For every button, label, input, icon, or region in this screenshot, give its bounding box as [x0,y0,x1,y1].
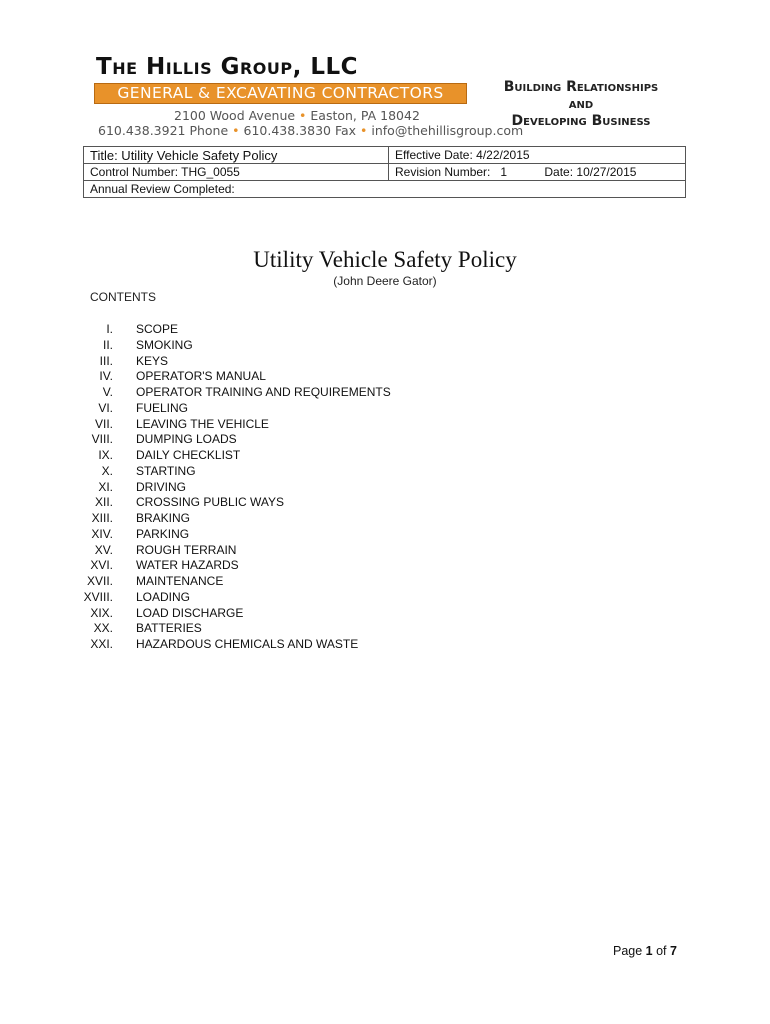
bullet-separator: • [360,123,368,138]
contents-item-number: XVII. [86,574,113,588]
contents-heading: CONTENTS [90,290,156,304]
page-total: 7 [670,944,677,958]
contents-item-number: VII. [94,416,113,431]
slogan-line-1: Building Relationships [503,79,659,95]
contents-item-label: LOAD DISCHARGE [136,605,244,620]
revision-cell [389,164,686,181]
contents-item [60,574,391,590]
contents-item-label: BATTERIES [136,621,202,636]
effective-date-cell: Effective Date: 4/22/2015 [389,147,686,164]
company-banner: GENERAL & EXCAVATING CONTRACTORS [94,83,467,104]
contents-item-number: XV. [94,542,113,557]
company-contact: 610.438.3921 Phone • 610.438.3830 Fax • info@thehillisgroup.com [98,123,524,138]
contents-item [60,621,391,637]
document-subtitle: (John Deere Gator) [333,274,437,288]
page-of: of [652,944,670,958]
contents-list [60,322,391,653]
control-number-cell: Control Number: THG_0055 [84,164,389,181]
contents-item-number: XIX. [90,605,113,620]
page-number [613,944,677,958]
contents-item-number: XX. [93,621,113,636]
contents-item-number: XVIII. [83,589,113,604]
contents-item-label: OPERATOR'S MANUAL [136,369,266,384]
document-title: Utility Vehicle Safety Policy [253,247,517,272]
contents-item-number: III. [99,353,113,368]
contents-item-label: PARKING [136,526,190,541]
contents-item [60,590,391,606]
contents-item-label: SMOKING [136,337,193,352]
contents-item-number: XIII. [91,511,113,525]
contents-item [60,322,391,338]
info-row [84,147,686,164]
contents-item [60,448,391,464]
contents-item [60,543,391,559]
document-info-table [83,146,686,198]
contents-item [60,385,391,401]
contents-item [60,495,391,511]
contents-item-label: LOADING [136,589,191,604]
contents-item-label: LEAVING THE VEHICLE [136,416,269,431]
contents-item-label: CROSSING PUBLIC WAYS [136,495,285,510]
policy-title-cell: Title: Utility Vehicle Safety Policy [84,147,389,164]
revision-label: Revision Number: [395,165,491,179]
contents-item-label: OPERATOR TRAINING AND REQUIREMENTS [136,385,391,399]
page-current: 1 [645,944,653,958]
contents-item [60,417,391,433]
company-name: The Hillis Group, LLC [96,54,359,80]
letterhead [94,52,684,142]
contents-item-label: HAZARDOUS CHEMICALS AND WASTE [136,637,359,651]
contents-item-number: II. [102,337,113,352]
contents-item-label: MAINTENANCE [136,574,224,588]
contents-item-number: XIV. [91,526,113,541]
contents-item-label: SCOPE [136,322,179,336]
revision-date: Date: 10/27/2015 [544,165,637,179]
contents-item-label: KEYS [136,353,169,368]
company-slogan [476,79,686,130]
page-prefix: Page [613,944,646,958]
contents-item [60,401,391,417]
contents-item-label: DAILY CHECKLIST [136,448,241,462]
bullet-separator: • [232,123,240,138]
slogan-line-3: Developing Business [511,113,651,129]
contents-item-number: XVI. [90,558,113,573]
contents-item-label: DUMPING LOADS [136,432,237,447]
contents-item [60,338,391,354]
contents-item-label: DRIVING [136,479,187,494]
annual-review-cell: Annual Review Completed: [84,181,686,198]
contents-item-number: I. [106,322,113,336]
contents-item [60,558,391,574]
contents-item [60,464,391,480]
contents-item [60,511,391,527]
contents-item-label: ROUGH TERRAIN [136,542,237,557]
company-address: 2100 Wood Avenue • Easton, PA 18042 [174,108,420,123]
contents-item-number: XXI. [90,637,113,651]
contents-item-number: IV. [99,369,113,384]
bullet-separator: • [299,108,307,123]
contents-item [60,480,391,496]
contents-item-label: WATER HAZARDS [136,558,239,573]
revision-number: 1 [500,165,508,179]
contents-item-label: STARTING [136,463,196,478]
contents-item-label: FUELING [136,400,189,415]
contents-item-number: X. [101,463,113,478]
contents-item [60,354,391,370]
contents-item-number: V. [102,385,113,399]
contents-item [60,527,391,543]
contents-item [60,637,391,653]
contents-item-number: IX. [98,448,113,462]
contents-item [60,369,391,385]
contents-item-number: XII. [94,495,113,510]
slogan-line-2: and [568,96,594,112]
info-row [84,164,686,181]
contents-item-label: BRAKING [136,511,191,525]
contents-item-number: VIII. [91,432,113,447]
contents-item [60,606,391,622]
contents-item-number: VI. [98,400,113,415]
info-row [84,181,686,198]
contents-item [60,432,391,448]
contents-item-number: XI. [98,479,113,494]
